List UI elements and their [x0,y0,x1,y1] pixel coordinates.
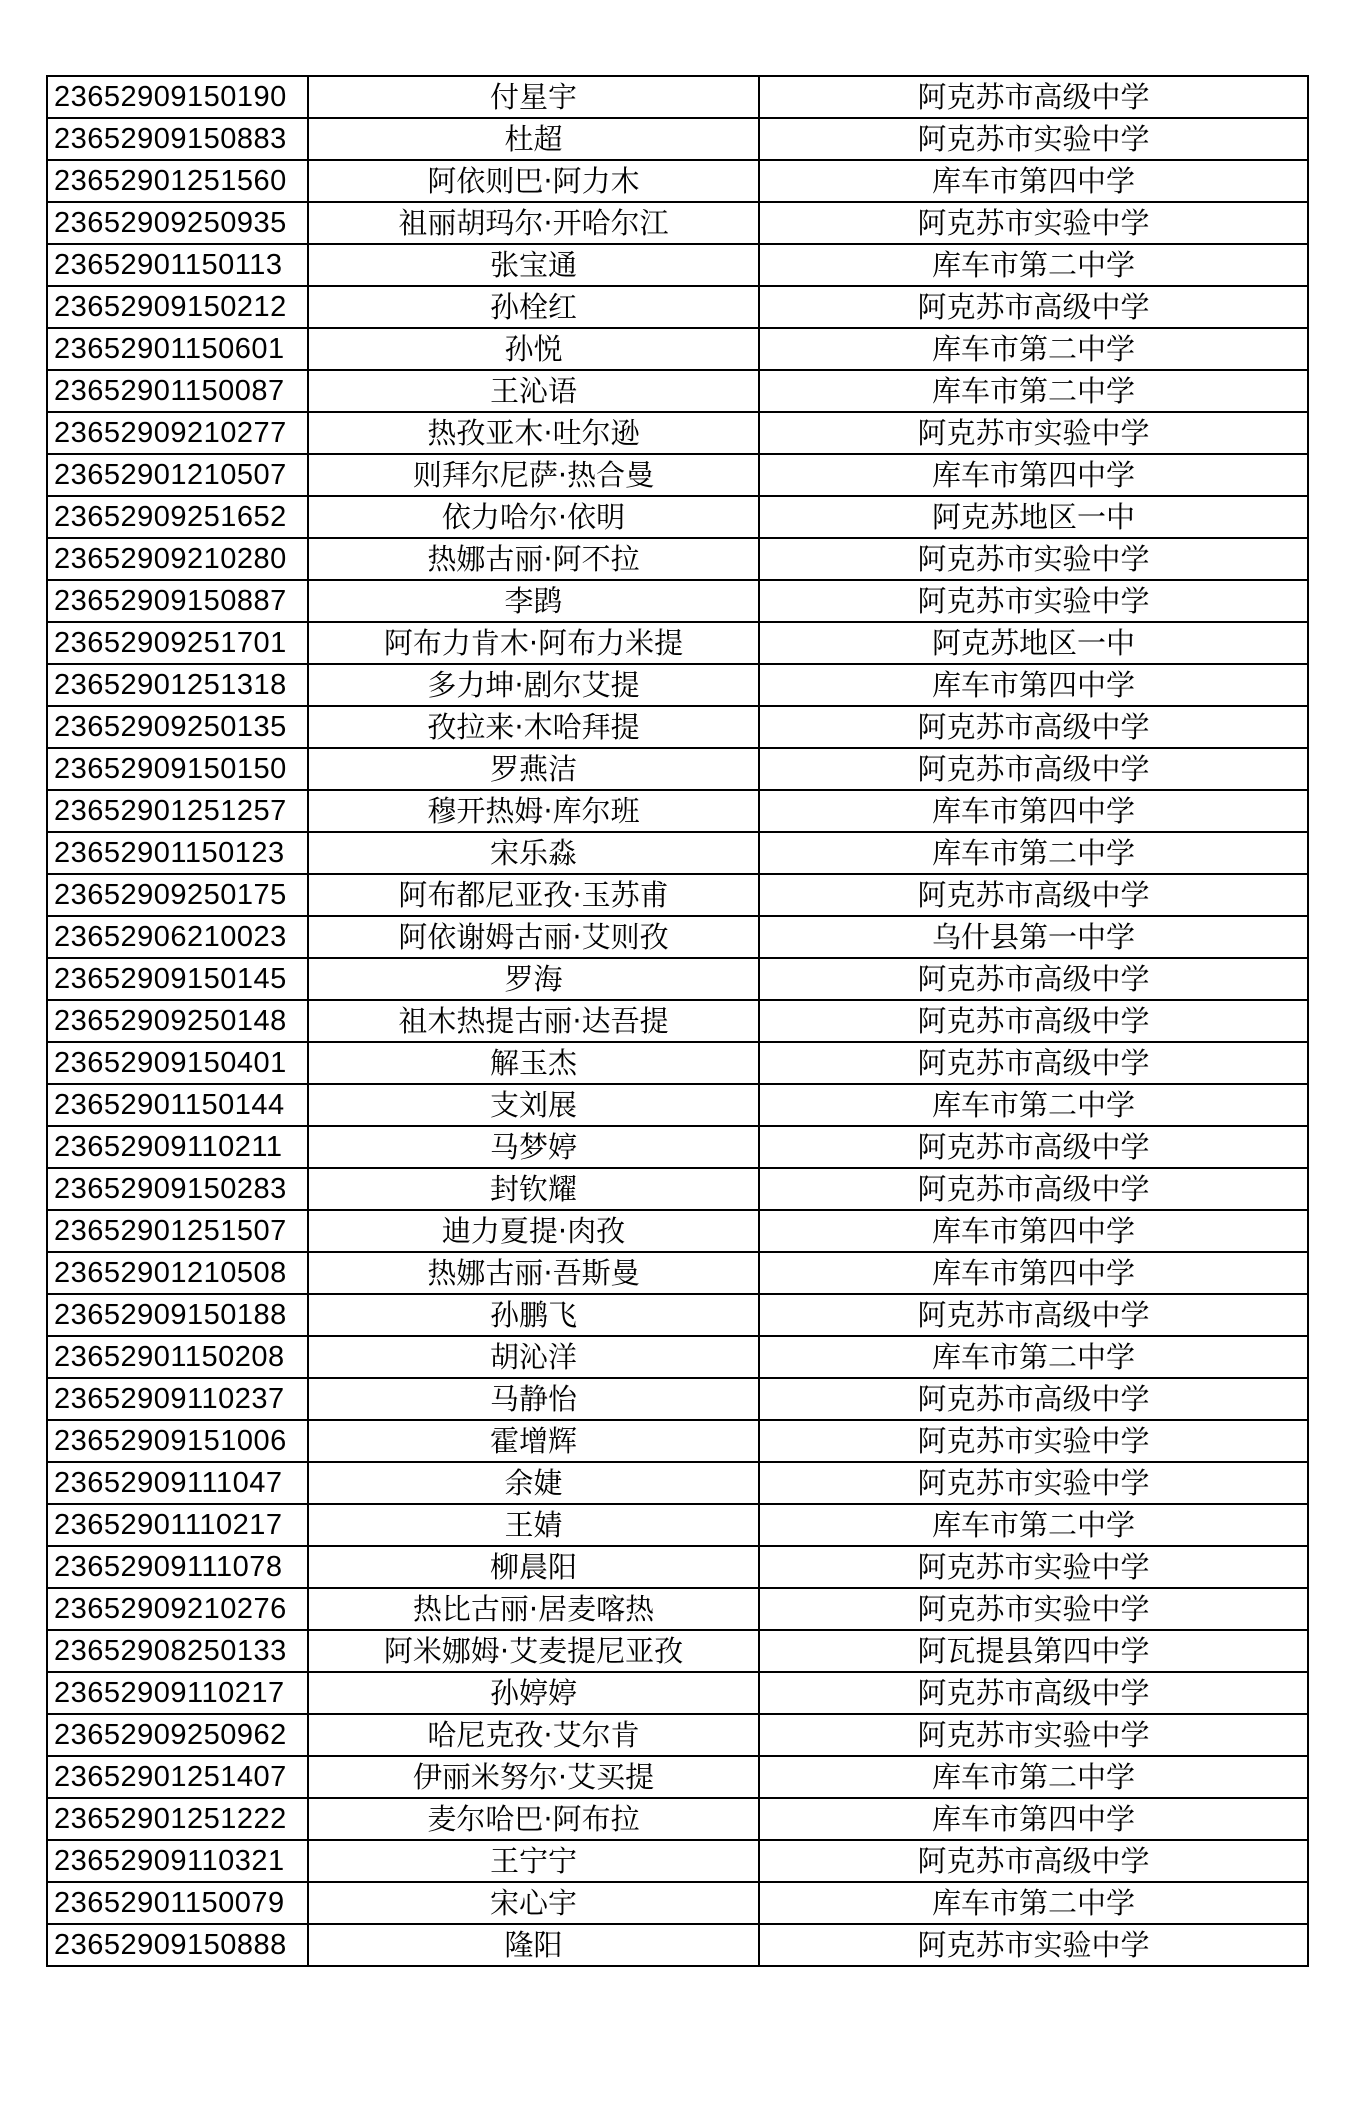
table-row [47,1168,1308,1210]
table-row [47,1504,1308,1546]
table-row [47,1630,1308,1672]
exam-number-cell: 23652909150883 [47,118,308,160]
student-name-cell: 王沁语 [308,370,759,412]
exam-number-cell: 23652909150188 [47,1294,308,1336]
table-row [47,328,1308,370]
school-name-cell: 阿克苏市实验中学 [759,202,1308,244]
table-row [47,1042,1308,1084]
exam-number-cell: 23652909150888 [47,1924,308,1966]
table-row [47,1084,1308,1126]
table-row [47,790,1308,832]
exam-number-cell: 23652901251222 [47,1798,308,1840]
exam-number-cell: 23652909150887 [47,580,308,622]
student-name-cell: 隆阳 [308,1924,759,1966]
table-row [47,916,1308,958]
student-name-cell: 阿依则巴·阿力木 [308,160,759,202]
school-name-cell: 库车市第四中学 [759,1798,1308,1840]
student-name-cell: 王宁宁 [308,1840,759,1882]
school-name-cell: 库车市第四中学 [759,790,1308,832]
school-name-cell: 库车市第二中学 [759,328,1308,370]
exam-number-cell: 23652909150190 [47,76,308,118]
table-row [47,202,1308,244]
student-name-cell: 宋乐淼 [308,832,759,874]
student-name-cell: 热娜古丽·吾斯曼 [308,1252,759,1294]
exam-number-cell: 23652901251257 [47,790,308,832]
school-name-cell: 库车市第二中学 [759,832,1308,874]
exam-number-cell: 23652901150208 [47,1336,308,1378]
school-name-cell: 阿克苏市实验中学 [759,412,1308,454]
school-name-cell: 阿克苏市高级中学 [759,748,1308,790]
student-name-cell: 迪力夏提·肉孜 [308,1210,759,1252]
student-roster-table [46,75,1309,1967]
exam-number-cell: 23652908250133 [47,1630,308,1672]
school-name-cell: 阿克苏市高级中学 [759,1168,1308,1210]
student-name-cell: 孜拉来·木哈拜提 [308,706,759,748]
exam-number-cell: 23652901150123 [47,832,308,874]
table-row [47,874,1308,916]
exam-number-cell: 23652909111047 [47,1462,308,1504]
student-name-cell: 孙悦 [308,328,759,370]
school-name-cell: 库车市第四中学 [759,160,1308,202]
exam-number-cell: 23652909111078 [47,1546,308,1588]
student-name-cell: 胡沁洋 [308,1336,759,1378]
student-name-cell: 穆开热姆·库尔班 [308,790,759,832]
exam-number-cell: 23652901251507 [47,1210,308,1252]
school-name-cell: 阿克苏地区一中 [759,496,1308,538]
student-name-cell: 王婧 [308,1504,759,1546]
student-name-cell: 张宝通 [308,244,759,286]
school-name-cell: 阿克苏市实验中学 [759,1546,1308,1588]
school-name-cell: 阿克苏市高级中学 [759,1042,1308,1084]
student-name-cell: 罗海 [308,958,759,1000]
table-row [47,958,1308,1000]
table-row [47,1294,1308,1336]
table-row [47,1756,1308,1798]
student-name-cell: 罗燕洁 [308,748,759,790]
student-name-cell: 阿依谢姆古丽·艾则孜 [308,916,759,958]
exam-number-cell: 23652901150079 [47,1882,308,1924]
student-name-cell: 热比古丽·居麦喀热 [308,1588,759,1630]
school-name-cell: 阿克苏市高级中学 [759,1294,1308,1336]
student-name-cell: 马静怡 [308,1378,759,1420]
school-name-cell: 阿克苏市实验中学 [759,118,1308,160]
student-name-cell: 宋心宇 [308,1882,759,1924]
table-row [47,244,1308,286]
table-row [47,1672,1308,1714]
table-row [47,496,1308,538]
exam-number-cell: 23652909250935 [47,202,308,244]
exam-number-cell: 23652901251560 [47,160,308,202]
school-name-cell: 库车市第二中学 [759,370,1308,412]
exam-number-cell: 23652909150212 [47,286,308,328]
table-row [47,1420,1308,1462]
student-name-cell: 阿布力肯木·阿布力米提 [308,622,759,664]
school-name-cell: 阿克苏市高级中学 [759,958,1308,1000]
exam-number-cell: 23652901210507 [47,454,308,496]
student-name-cell: 支刘展 [308,1084,759,1126]
student-name-cell: 依力哈尔·依明 [308,496,759,538]
school-name-cell: 阿克苏市实验中学 [759,1420,1308,1462]
table-row [47,286,1308,328]
table-row [47,1840,1308,1882]
school-name-cell: 阿克苏市高级中学 [759,874,1308,916]
school-name-cell: 库车市第二中学 [759,1084,1308,1126]
student-name-cell: 柳晨阳 [308,1546,759,1588]
school-name-cell: 阿克苏市实验中学 [759,580,1308,622]
student-name-cell: 则拜尔尼萨·热合曼 [308,454,759,496]
student-name-cell: 祖木热提古丽·达吾提 [308,1000,759,1042]
school-name-cell: 阿瓦提县第四中学 [759,1630,1308,1672]
student-name-cell: 李鹍 [308,580,759,622]
exam-number-cell: 23652909151006 [47,1420,308,1462]
table-row [47,832,1308,874]
student-name-cell: 孙鹏飞 [308,1294,759,1336]
table-row [47,412,1308,454]
exam-number-cell: 23652909250175 [47,874,308,916]
exam-number-cell: 23652901150144 [47,1084,308,1126]
exam-number-cell: 23652909210277 [47,412,308,454]
table-row [47,454,1308,496]
school-name-cell: 阿克苏市高级中学 [759,1126,1308,1168]
table-row [47,748,1308,790]
exam-number-cell: 23652909251652 [47,496,308,538]
student-name-cell: 解玉杰 [308,1042,759,1084]
exam-number-cell: 23652909110211 [47,1126,308,1168]
table-row [47,1882,1308,1924]
school-name-cell: 阿克苏市高级中学 [759,76,1308,118]
exam-number-cell: 23652909150283 [47,1168,308,1210]
exam-number-cell: 23652909110217 [47,1672,308,1714]
exam-number-cell: 23652901110217 [47,1504,308,1546]
student-name-cell: 阿布都尼亚孜·玉苏甫 [308,874,759,916]
school-name-cell: 库车市第二中学 [759,1336,1308,1378]
exam-number-cell: 23652901251318 [47,664,308,706]
student-name-cell: 麦尔哈巴·阿布拉 [308,1798,759,1840]
table-row [47,1000,1308,1042]
exam-number-cell: 23652909250962 [47,1714,308,1756]
exam-number-cell: 23652909150150 [47,748,308,790]
table-row [47,1924,1308,1966]
table-row [47,1462,1308,1504]
exam-number-cell: 23652901150601 [47,328,308,370]
student-name-cell: 马梦婷 [308,1126,759,1168]
table-row [47,1336,1308,1378]
table-row [47,622,1308,664]
student-name-cell: 热娜古丽·阿不拉 [308,538,759,580]
exam-number-cell: 23652909250135 [47,706,308,748]
student-name-cell: 多力坤·剧尔艾提 [308,664,759,706]
student-name-cell: 祖丽胡玛尔·开哈尔江 [308,202,759,244]
student-name-cell: 霍增辉 [308,1420,759,1462]
school-name-cell: 阿克苏市高级中学 [759,1378,1308,1420]
exam-number-cell: 23652909110321 [47,1840,308,1882]
table-row [47,1798,1308,1840]
table-row [47,1714,1308,1756]
table-row [47,1126,1308,1168]
exam-number-cell: 23652901210508 [47,1252,308,1294]
exam-number-cell: 23652901150113 [47,244,308,286]
table-row [47,1210,1308,1252]
exam-number-cell: 23652906210023 [47,916,308,958]
table-row [47,160,1308,202]
table-row [47,706,1308,748]
student-name-cell: 杜超 [308,118,759,160]
table-row [47,1546,1308,1588]
student-name-cell: 余婕 [308,1462,759,1504]
exam-number-cell: 23652909150145 [47,958,308,1000]
school-name-cell: 库车市第四中学 [759,1252,1308,1294]
table-row [47,118,1308,160]
school-name-cell: 库车市第二中学 [759,244,1308,286]
student-name-cell: 哈尼克孜·艾尔肯 [308,1714,759,1756]
roster-body [47,76,1308,1966]
student-name-cell: 热孜亚木·吐尔逊 [308,412,759,454]
school-name-cell: 库车市第二中学 [759,1504,1308,1546]
school-name-cell: 阿克苏市实验中学 [759,1462,1308,1504]
school-name-cell: 乌什县第一中学 [759,916,1308,958]
school-name-cell: 阿克苏市高级中学 [759,1672,1308,1714]
school-name-cell: 库车市第二中学 [759,1882,1308,1924]
student-name-cell: 封钦耀 [308,1168,759,1210]
exam-number-cell: 23652909210276 [47,1588,308,1630]
table-row [47,538,1308,580]
table-row [47,1588,1308,1630]
school-name-cell: 阿克苏市实验中学 [759,1714,1308,1756]
school-name-cell: 阿克苏市高级中学 [759,1840,1308,1882]
exam-number-cell: 23652901150087 [47,370,308,412]
exam-number-cell: 23652909110237 [47,1378,308,1420]
student-name-cell: 伊丽米努尔·艾买提 [308,1756,759,1798]
school-name-cell: 阿克苏市高级中学 [759,286,1308,328]
exam-number-cell: 23652909210280 [47,538,308,580]
student-name-cell: 孙栓红 [308,286,759,328]
school-name-cell: 阿克苏市实验中学 [759,538,1308,580]
table-row [47,1378,1308,1420]
table-row [47,370,1308,412]
school-name-cell: 阿克苏地区一中 [759,622,1308,664]
student-name-cell: 付星宇 [308,76,759,118]
student-name-cell: 孙婷婷 [308,1672,759,1714]
exam-number-cell: 23652909250148 [47,1000,308,1042]
school-name-cell: 库车市第四中学 [759,664,1308,706]
table-row [47,1252,1308,1294]
school-name-cell: 库车市第二中学 [759,1756,1308,1798]
exam-number-cell: 23652901251407 [47,1756,308,1798]
table-row [47,580,1308,622]
school-name-cell: 阿克苏市实验中学 [759,1588,1308,1630]
school-name-cell: 阿克苏市实验中学 [759,1924,1308,1966]
school-name-cell: 阿克苏市高级中学 [759,706,1308,748]
table-row [47,76,1308,118]
school-name-cell: 阿克苏市高级中学 [759,1000,1308,1042]
school-name-cell: 库车市第四中学 [759,1210,1308,1252]
student-name-cell: 阿米娜姆·艾麦提尼亚孜 [308,1630,759,1672]
school-name-cell: 库车市第四中学 [759,454,1308,496]
exam-number-cell: 23652909150401 [47,1042,308,1084]
exam-number-cell: 23652909251701 [47,622,308,664]
table-row [47,664,1308,706]
